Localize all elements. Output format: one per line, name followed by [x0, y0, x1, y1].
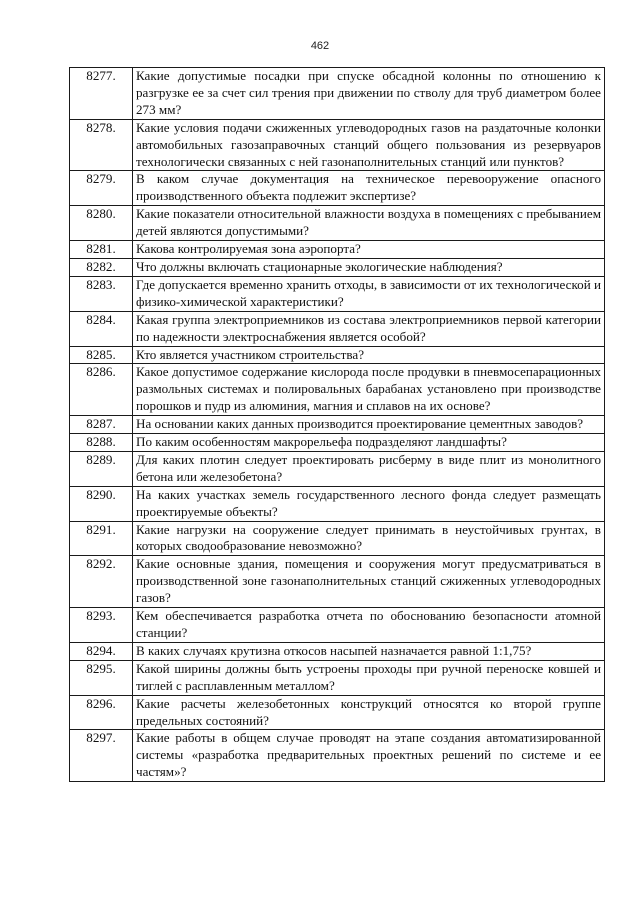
question-number: 8290. — [70, 486, 133, 521]
question-text: Какие допустимые посадки при спуске обсадной колонны по отношению к разгрузке ее за счет сил трения при движении по стволу для труб диаметром более 273 мм? — [133, 68, 605, 120]
table-row — [70, 346, 605, 364]
table-row — [70, 416, 605, 434]
question-number: 8282. — [70, 258, 133, 276]
question-text: Какие нагрузки на сооружение следует принимать в неустойчивых грунтах, в которых сводообразование невозможно? — [133, 521, 605, 556]
question-number: 8297. — [70, 730, 133, 782]
question-number: 8279. — [70, 171, 133, 206]
question-number: 8280. — [70, 206, 133, 241]
table-row — [70, 311, 605, 346]
question-number: 8296. — [70, 695, 133, 730]
table-row — [70, 276, 605, 311]
question-text: Какое допустимое содержание кислорода после продувки в пневмосепарационных размольных системах и полировальных барабанах установлено при производстве порошков и пудр из алюминия, магния и сплавов на их основе? — [133, 364, 605, 416]
question-number: 8293. — [70, 608, 133, 643]
question-number: 8288. — [70, 434, 133, 452]
table-row — [70, 171, 605, 206]
table-row — [70, 364, 605, 416]
question-number: 8283. — [70, 276, 133, 311]
question-text: Для каких плотин следует проектировать рисберму в виде плит из монолитного бетона или железобетона? — [133, 451, 605, 486]
question-text: Где допускается временно хранить отходы, в зависимости от их технологической и физико-химической характеристики? — [133, 276, 605, 311]
question-number: 8286. — [70, 364, 133, 416]
table-row — [70, 642, 605, 660]
question-number: 8294. — [70, 642, 133, 660]
question-number: 8284. — [70, 311, 133, 346]
question-text: Какова контролируемая зона аэропорта? — [133, 241, 605, 259]
question-number: 8281. — [70, 241, 133, 259]
table-row — [70, 660, 605, 695]
table-row — [70, 486, 605, 521]
question-text: На основании каких данных производится проектирование цементных заводов? — [133, 416, 605, 434]
table-row — [70, 434, 605, 452]
question-text: В каком случае документация на техническое перевооружение опасного производственного объекта подлежит экспертизе? — [133, 171, 605, 206]
question-text: Кто является участником строительства? — [133, 346, 605, 364]
table-row — [70, 68, 605, 120]
question-text: На каких участках земель государственного лесного фонда следует размещать проектируемые объекты? — [133, 486, 605, 521]
question-text: Какие показатели относительной влажности воздуха в помещениях с пребыванием детей являются допустимыми? — [133, 206, 605, 241]
table-row — [70, 241, 605, 259]
question-text: По каким особенностям макрорельефа подразделяют ландшафты? — [133, 434, 605, 452]
questions-table — [69, 67, 605, 782]
table-row — [70, 206, 605, 241]
question-number: 8285. — [70, 346, 133, 364]
table-row — [70, 521, 605, 556]
table-row — [70, 608, 605, 643]
question-text: Какие основные здания, помещения и сооружения могут предусматриваться в производственной зоне газонаполнительных станций сжиженных углеводородных газов? — [133, 556, 605, 608]
table-row — [70, 258, 605, 276]
question-text: Какие условия подачи сжиженных углеводородных газов на раздаточные колонки автомобильных газозаправочных станций общего пользования из резервуаров технологически связанных с ней газонаполнительных станций или пунктов? — [133, 119, 605, 171]
question-text: Какой ширины должны быть устроены проходы при ручной переноске ковшей и тиглей с расплавленным металлом? — [133, 660, 605, 695]
question-text: Кем обеспечивается разработка отчета по обоснованию безопасности атомной станции? — [133, 608, 605, 643]
table-row — [70, 695, 605, 730]
question-number: 8277. — [70, 68, 133, 120]
question-number: 8291. — [70, 521, 133, 556]
question-number: 8287. — [70, 416, 133, 434]
table-row — [70, 556, 605, 608]
question-text: Какие расчеты железобетонных конструкций относятся ко второй группе предельных состояний? — [133, 695, 605, 730]
question-number: 8289. — [70, 451, 133, 486]
question-text: В каких случаях крутизна откосов насыпей назначается равной 1:1,75? — [133, 642, 605, 660]
question-text: Какая группа электроприемников из состава электроприемников первой категории по надежности электроснабжения является особой? — [133, 311, 605, 346]
question-text: Что должны включать стационарные экологические наблюдения? — [133, 258, 605, 276]
question-number: 8278. — [70, 119, 133, 171]
question-number: 8295. — [70, 660, 133, 695]
page-number: 462 — [310, 40, 330, 52]
question-number: 8292. — [70, 556, 133, 608]
table-row — [70, 119, 605, 171]
question-text: Какие работы в общем случае проводят на этапе создания автоматизированной системы «разработка предварительных проектных решений по системе и ее частям»? — [133, 730, 605, 782]
table-row — [70, 451, 605, 486]
table-row — [70, 730, 605, 782]
